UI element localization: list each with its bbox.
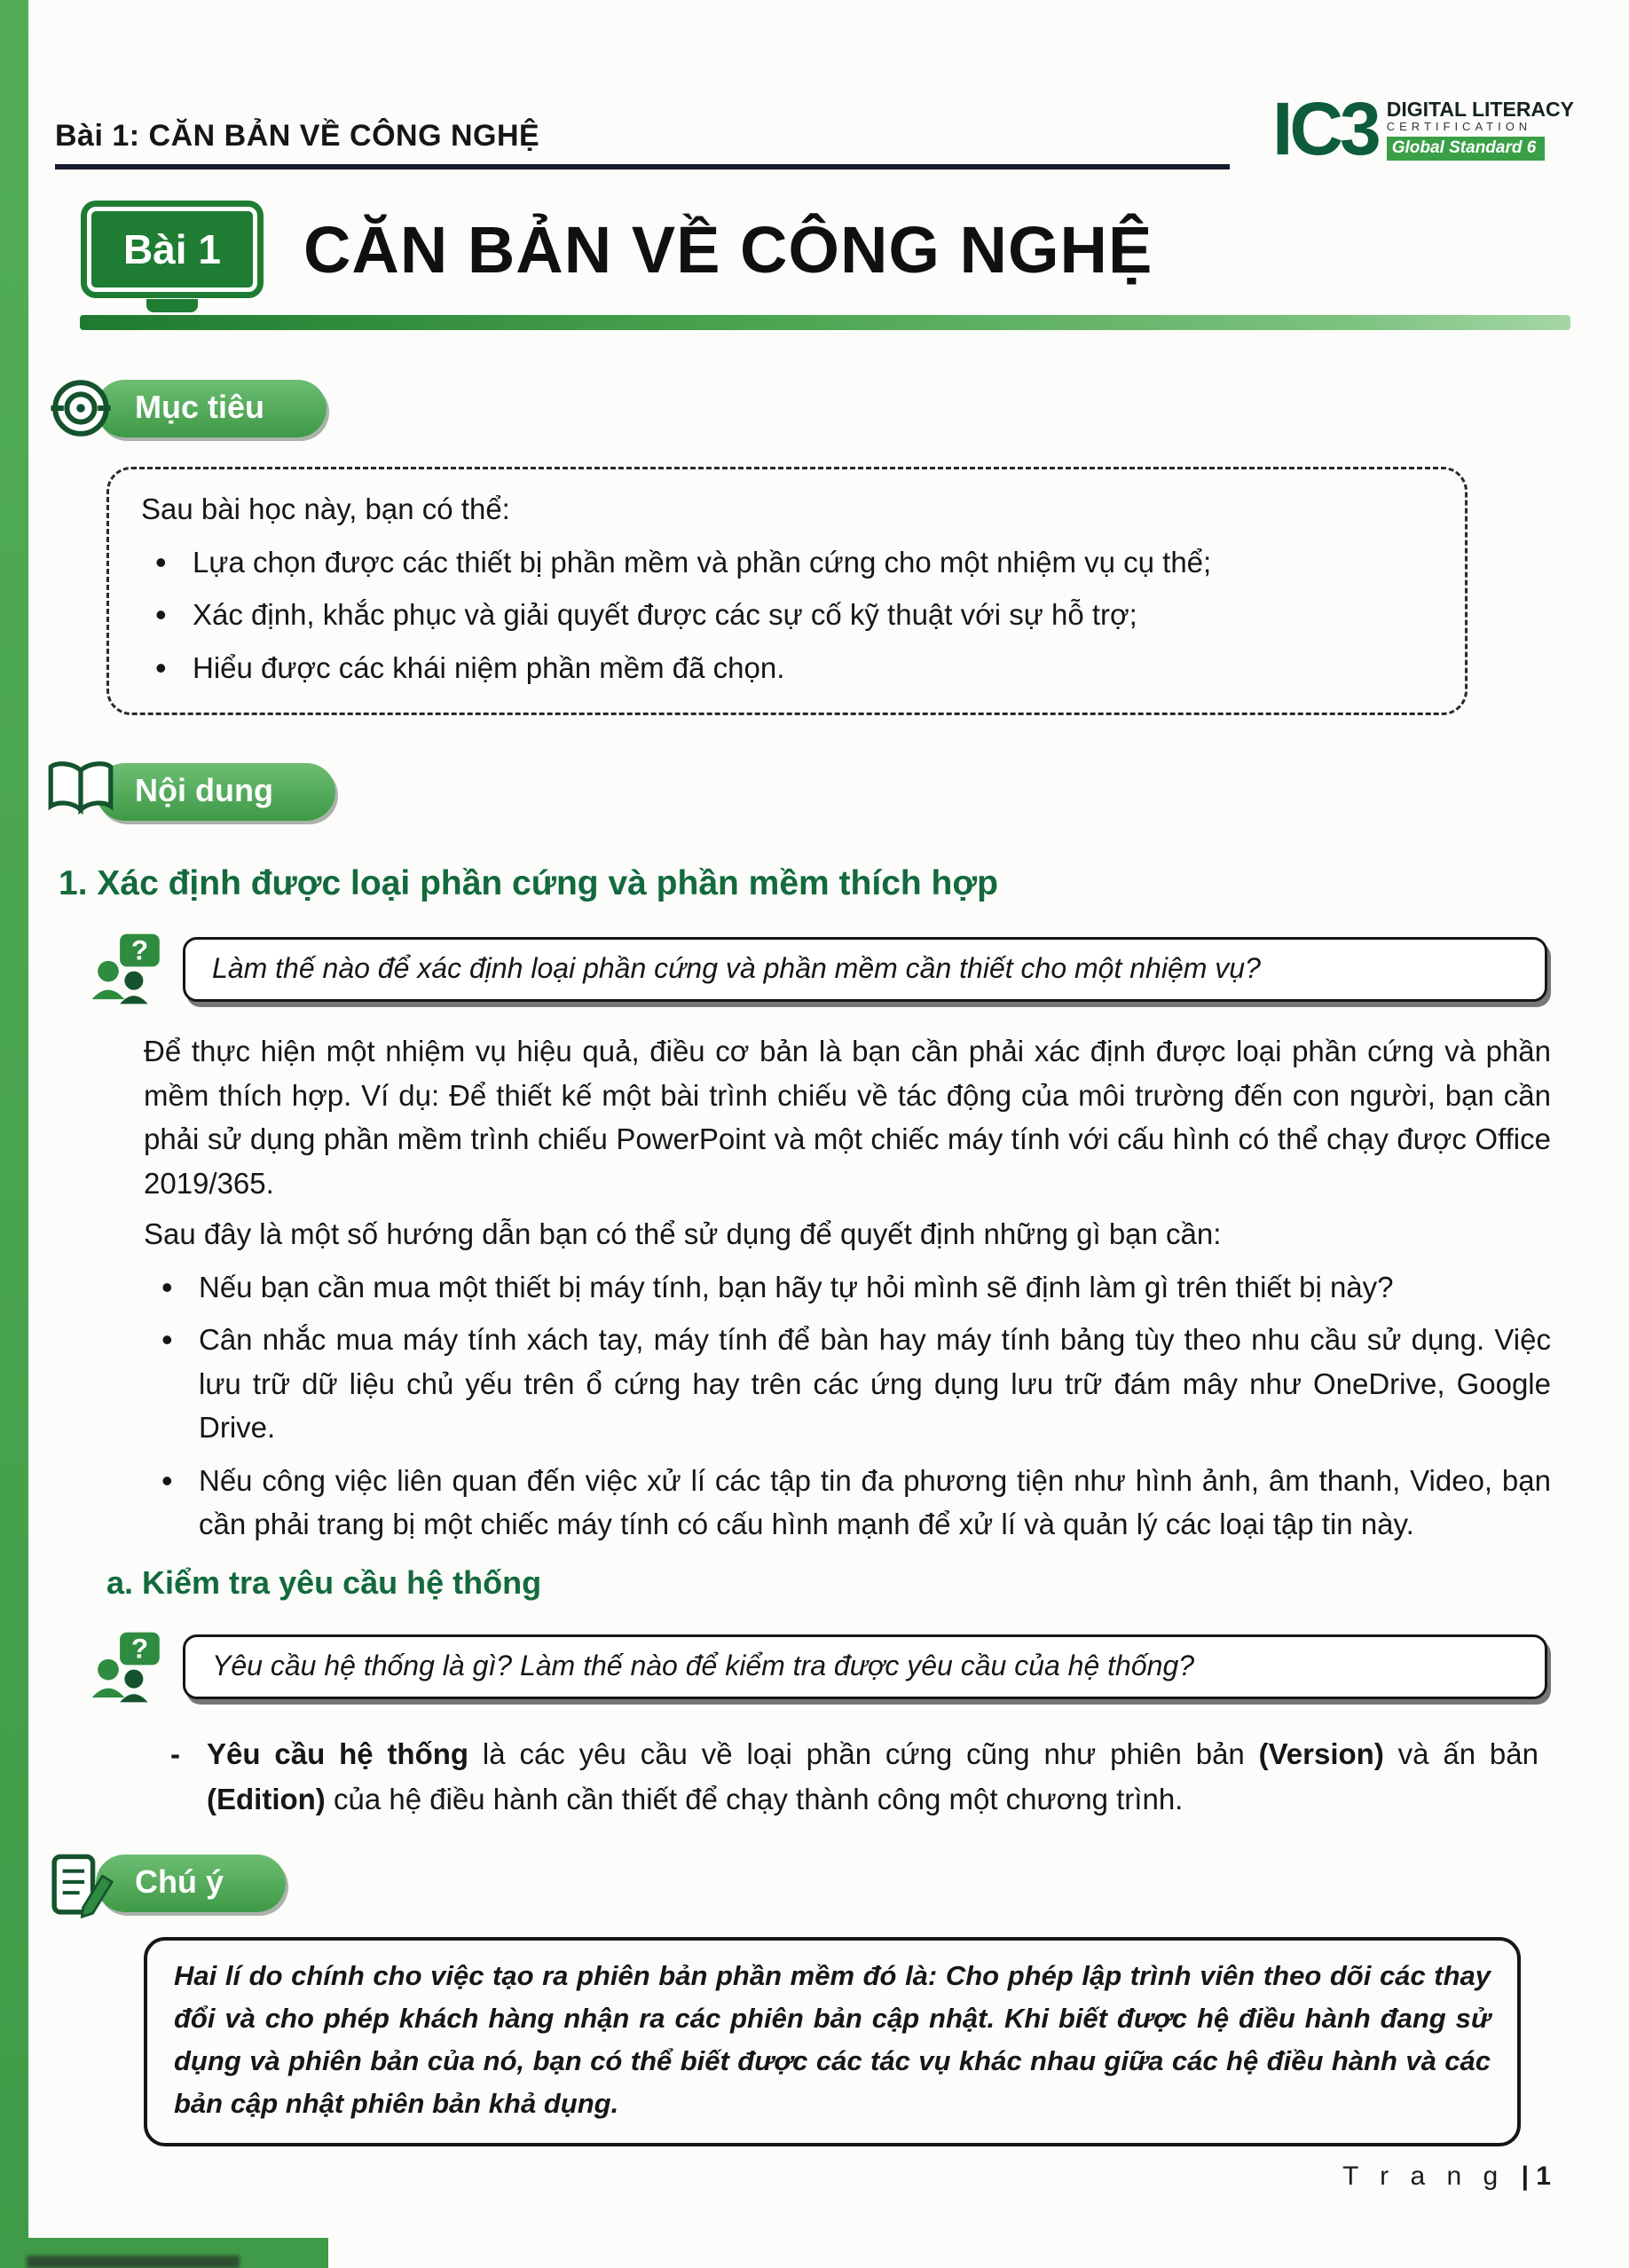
objectives-intro: Sau bài học này, bạn có thể: <box>141 492 510 525</box>
svg-text:?: ? <box>130 933 149 966</box>
guideline-item <box>144 1459 1551 1547</box>
definition-item <box>170 1731 1538 1822</box>
section-label-chu-y: Chú ý <box>96 1855 286 1912</box>
page-content <box>55 87 1574 2146</box>
page-header <box>55 87 1574 170</box>
objective-text: Lựa chọn được các thiết bị phần mềm và phần cứng cho một nhiệm vụ cụ thể; <box>193 545 1212 579</box>
definition-term: (Edition) <box>207 1782 326 1815</box>
question-people-icon <box>89 932 165 1006</box>
question-row-1 <box>89 932 1547 1006</box>
target-icon <box>46 376 115 440</box>
section-badge-muc-tieu <box>46 376 1574 440</box>
guideline-item <box>144 1265 1551 1310</box>
logo-line-global-standard: Global Standard 6 <box>1387 137 1546 161</box>
objectives-box <box>106 467 1468 715</box>
objective-text: Xác định, khắc phục và giải quyết được các sự cố kỹ thuật với sự hỗ trợ; <box>193 598 1137 631</box>
question-people-icon <box>89 1630 165 1705</box>
objective-item <box>141 540 1433 585</box>
note-box: Hai lí do chính cho việc tạo ra phiên bản phần mềm đó là: Cho phép lập trình viên theo dõi các thay đổi và cho phép khách hàng nhận ra các phiên bản cập nhật. Khi biết được hệ điều hành đang sử dụng và phiên bản của nó, bạn có thể biết được các tác vụ khác nhau giữa các hệ điều hành và các bản cập nhật phiên bản khả dụng. <box>144 1937 1521 2146</box>
lesson-number-badge <box>87 207 257 292</box>
title-green-rule <box>80 315 1570 330</box>
lesson-number-label: Bài 1 <box>123 226 221 272</box>
logo-line-digital-literacy: DIGITAL LITERACY <box>1386 97 1574 121</box>
objective-item <box>141 646 1433 690</box>
definition-segment: và ấn bản <box>1383 1736 1538 1770</box>
question-row-2 <box>89 1630 1547 1705</box>
definition-segment: là các yêu cầu về loại phần cứng cũng như phiên bản <box>468 1736 1259 1770</box>
objectives-list <box>141 540 1433 690</box>
book-edge-strip <box>0 0 28 2268</box>
clipboard-pencil-icon <box>46 1852 115 1916</box>
definition-term: Yêu cầu hệ thống <box>207 1736 469 1770</box>
guideline-list <box>144 1265 1551 1547</box>
running-head: Bài 1: CĂN BẢN VỀ CÔNG NGHỆ <box>55 119 1230 169</box>
objective-text: Hiểu được các khái niệm phần mềm đã chọn. <box>193 650 785 684</box>
paragraph-1: Để thực hiện một nhiệm vụ hiệu quả, điều cơ bản là bạn cần phải xác định được loại phần cứng và phần mềm thích hợp. Ví dụ: Để thiết kế một bài trình chiếu về tác động của môi trường đến con người, bạn cần phải sử dụng phần mềm trình chiếu PowerPoint và một chiếc máy tính với cấu hình có thể chạy được Office 2019/365. <box>144 1035 1551 1200</box>
section-label-noi-dung: Nội dung <box>96 763 335 821</box>
ic3-wordmark: IC3 <box>1272 87 1378 170</box>
footer-page-number: | 1 <box>1521 2162 1551 2191</box>
svg-text:?: ? <box>130 1632 149 1664</box>
question-box-2: Yêu cầu hệ thống là gì? Làm thế nào để kiểm tra được yêu cầu của hệ thống? <box>183 1634 1547 1699</box>
dash-marker: - <box>170 1736 180 1770</box>
logo-line-certification: CERTIFICATION <box>1386 119 1532 133</box>
guideline-item <box>144 1318 1551 1450</box>
heading-1: 1. Xác định được loại phần cứng và phần mềm thích hợp <box>59 864 998 902</box>
section-label-muc-tieu: Mục tiêu <box>96 380 327 437</box>
guideline-text: Cân nhắc mua máy tính xách tay, máy tính để bàn hay máy tính bảng tùy theo nhu cầu sử dụng. Việc lưu trữ dữ liệu chủ yếu trên ổ cứng hay trên các ứng dụng lưu trữ đám mây như OneDrive, Google Drive. <box>199 1323 1551 1444</box>
footer-label: T r a n g <box>1342 2162 1506 2191</box>
ic3-logo <box>1272 87 1574 170</box>
title-block <box>80 207 1574 292</box>
definition-segment: của hệ điều hành cần thiết để chạy thành công một chương trình. <box>325 1782 1184 1815</box>
guideline-text: Nếu công việc liên quan đến việc xử lí các tập tin đa phương tiện như hình ảnh, âm thanh, Video, bạn cần phải trang bị một chiếc máy tính có cấu hình mạnh để xử lí và quản lý các loại tập tin này. <box>199 1463 1551 1540</box>
page-title: CĂN BẢN VỀ CÔNG NGHỆ <box>303 212 1153 287</box>
section-badge-noi-dung <box>46 760 1574 823</box>
ic3-logo-text <box>1387 98 1574 161</box>
definition-text <box>207 1731 1538 1822</box>
page-footer <box>1342 2162 1551 2192</box>
scan-smudge <box>27 2256 240 2268</box>
open-book-icon <box>46 760 115 823</box>
question-box-1: Làm thế nào để xác định loại phần cứng và phần mềm cần thiết cho một nhiệm vụ? <box>183 937 1547 1002</box>
definition-term: (Version) <box>1258 1736 1384 1770</box>
subheading-a: a. Kiểm tra yêu cầu hệ thống <box>106 1563 542 1601</box>
section-badge-chu-y <box>46 1852 1574 1916</box>
guideline-text: Nếu bạn cần mua một thiết bị máy tính, bạn hãy tự hỏi mình sẽ định làm gì trên thiết bị này? <box>199 1270 1394 1303</box>
paragraph-2: Sau đây là một số hướng dẫn bạn có thể sử dụng để quyết định những gì bạn cần: <box>144 1217 1222 1250</box>
objective-item <box>141 593 1433 637</box>
